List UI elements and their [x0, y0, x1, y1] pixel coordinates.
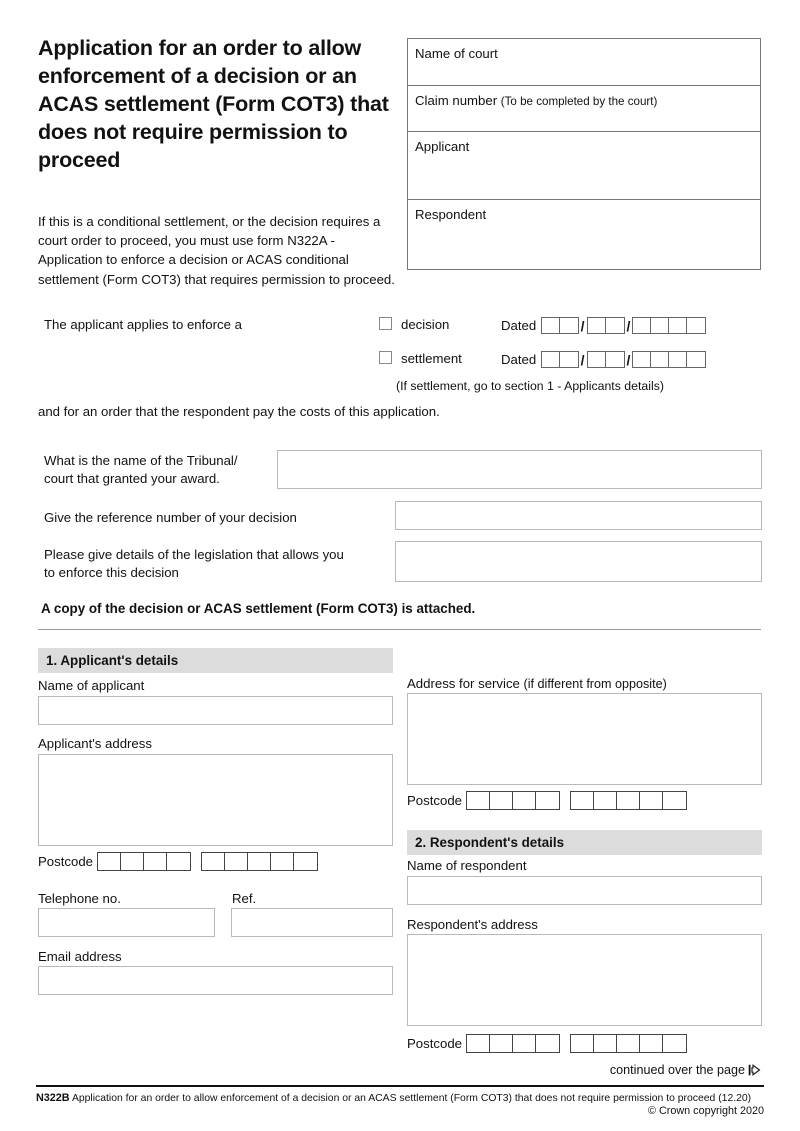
address-for-service-label: Address for service (if different from opposite): [407, 676, 667, 691]
decision-option-row: [379, 317, 449, 332]
section-1-header: 1. Applicant's details: [38, 648, 393, 673]
applicant-email-label: Email address: [38, 949, 122, 964]
applicant-name-input[interactable]: [38, 696, 393, 725]
applicant-field[interactable]: [408, 132, 760, 200]
respondent-name-label: Name of respondent: [407, 858, 527, 873]
tribunal-name-input[interactable]: [277, 450, 762, 489]
decision-date-month-boxes[interactable]: [587, 317, 625, 334]
applicant-address-input[interactable]: [38, 754, 393, 846]
claim-number-field[interactable]: [408, 86, 760, 132]
name-of-court-field[interactable]: [408, 39, 760, 86]
continued-label: continued over the page: [609, 1063, 745, 1077]
reference-number-label: Give the reference number of your decision: [44, 510, 297, 525]
service-postcode-label: Postcode: [407, 793, 462, 808]
settlement-dated-label: Dated: [501, 352, 537, 367]
intro-paragraph: If this is a conditional settlement, or the decision requires a court order to proceed, you must use form N322A - Application to enforce a decision or ACAS conditional settlement (Form COT3) that requires permission to proceed.: [38, 214, 395, 287]
respondent-postcode-outward-boxes[interactable]: [466, 1034, 560, 1053]
applicant-ref-input[interactable]: [231, 908, 393, 937]
applicant-name-label: Name of applicant: [38, 678, 145, 693]
settlement-dated-row: Dated / /: [501, 351, 706, 369]
settlement-date-month-boxes[interactable]: [587, 351, 625, 368]
decision-checkbox[interactable]: [379, 317, 392, 330]
settlement-label: settlement: [401, 351, 462, 366]
legislation-input[interactable]: [395, 541, 762, 582]
enforce-lead-in: The applicant applies to enforce a: [44, 317, 242, 332]
respondent-address-input[interactable]: [407, 934, 762, 1026]
service-postcode-inward-boxes[interactable]: [570, 791, 687, 810]
respondent-postcode-label: Postcode: [407, 1036, 462, 1051]
applicant-postcode-outward-boxes[interactable]: [97, 852, 191, 871]
attached-statement: A copy of the decision or ACAS settlement (Form COT3) is attached.: [41, 601, 476, 616]
applicant-postcode-label: Postcode: [38, 854, 93, 869]
right-arrow-icon: [748, 1064, 762, 1079]
decision-date-year-boxes[interactable]: [632, 317, 706, 334]
reference-number-input[interactable]: [395, 501, 762, 530]
legislation-label: Please give details of the legislation that allows you to enforce this decision: [44, 547, 344, 580]
decision-dated-label: Dated: [501, 318, 537, 333]
decision-date-day-boxes[interactable]: [541, 317, 579, 334]
applicant-address-label: Applicant's address: [38, 736, 152, 751]
settlement-date-day-boxes[interactable]: [541, 351, 579, 368]
continued-over-page: [610, 1063, 762, 1079]
costs-line: and for an order that the respondent pay the costs of this application.: [38, 404, 440, 419]
respondent-field[interactable]: [408, 200, 760, 269]
applicant-postcode-inward-boxes[interactable]: [201, 852, 318, 871]
applicant-email-input[interactable]: [38, 966, 393, 995]
name-of-court-label: Name of court: [415, 46, 498, 61]
respondent-address-label: Respondent's address: [407, 917, 538, 932]
service-postcode-row: [407, 791, 687, 810]
claim-number-label: Claim number: [415, 93, 498, 108]
form-description: Application for an order to allow enforcement of a decision or an ACAS settlement (Form COT3) that does not require permission to proceed (12.20): [71, 1093, 752, 1104]
settlement-checkbox[interactable]: [379, 351, 392, 364]
respondent-name-input[interactable]: [407, 876, 762, 905]
settlement-note: (If settlement, go to section 1 - Applicants details): [396, 379, 664, 393]
section-2-header: 2. Respondent's details: [407, 830, 762, 855]
settlement-date-year-boxes[interactable]: [632, 351, 706, 368]
copyright-notice: © Crown copyright 2020: [648, 1105, 764, 1117]
settlement-option-row: [379, 351, 462, 366]
decision-label: decision: [401, 317, 450, 332]
section-divider: [38, 629, 761, 630]
tribunal-name-label: What is the name of the Tribunal/ court that granted your award.: [44, 453, 238, 486]
applicant-label: Applicant: [415, 139, 470, 154]
service-postcode-outward-boxes[interactable]: [466, 791, 560, 810]
footer-form-line: [36, 1091, 764, 1106]
respondent-postcode-inward-boxes[interactable]: [570, 1034, 687, 1053]
decision-dated-row: Dated / /: [501, 317, 706, 335]
applicant-telephone-label: Telephone no.: [38, 891, 121, 906]
claim-number-note: (To be completed by the court): [500, 95, 658, 108]
respondent-postcode-row: [407, 1034, 687, 1053]
applicant-postcode-row: [38, 852, 318, 871]
form-code: N322B: [36, 1092, 70, 1104]
footer-divider: [36, 1085, 764, 1087]
applicant-telephone-input[interactable]: [38, 908, 215, 937]
address-for-service-input[interactable]: [407, 693, 762, 785]
applicant-ref-label: Ref.: [232, 891, 257, 906]
respondent-label: Respondent: [415, 207, 487, 222]
page-title: Application for an order to allow enforcement of a decision or an ACAS settlement (Form COT3) that does not require permission to proceed: [38, 36, 389, 172]
court-details-box: [407, 38, 761, 270]
